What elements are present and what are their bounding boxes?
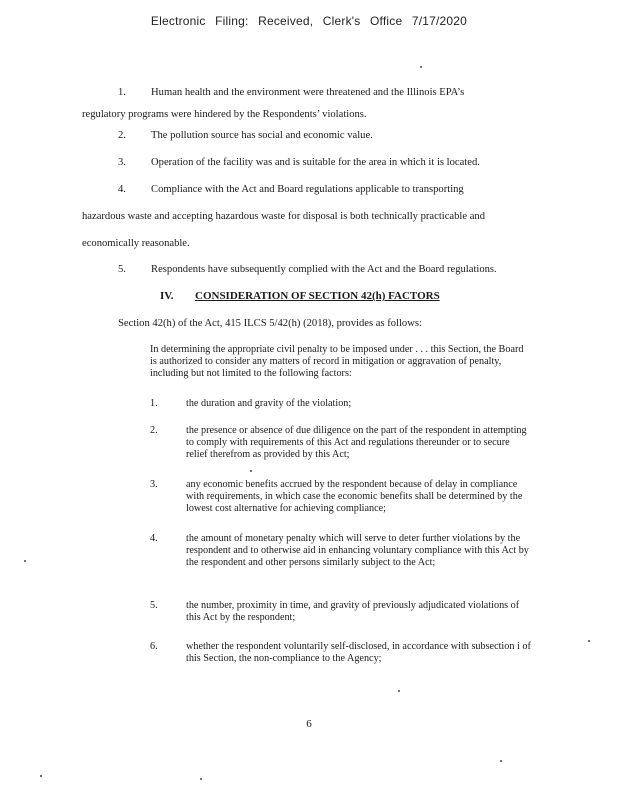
scan-speck — [588, 640, 590, 642]
finding-line: Respondents have subsequently complied with the Act and the Board regulations. — [151, 264, 497, 275]
section-number: IV. — [160, 290, 174, 302]
finding-line: Human health and the environment were threatened and the Illinois EPA’s — [151, 87, 465, 98]
factor-number: 5. — [150, 600, 158, 611]
finding-line: hazardous waste and accepting hazardous waste for disposal is both technically practicable and — [82, 211, 485, 222]
finding-line: The pollution source has social and economic value. — [151, 130, 373, 141]
factor-number: 6. — [150, 641, 158, 652]
factor-number: 4. — [150, 533, 158, 544]
scan-speck — [250, 470, 252, 472]
factor-text: the amount of monetary penalty which will serve to deter further violations by the respondent and to otherwise aid in enhancing voluntary compliance with this Act by the respondent and other persons similarly subject to the Act; — [186, 533, 529, 568]
factor-text: the number, proximity in time, and gravity of previously adjudicated violations of this Act by the respondent; — [186, 600, 520, 623]
finding-line: Compliance with the Act and Board regulations applicable to transporting — [151, 184, 464, 195]
factor-number: 1. — [150, 398, 158, 409]
section-title: CONSIDERATION OF SECTION 42(h) FACTORS — [195, 290, 440, 302]
finding-line: Operation of the facility was and is suitable for the area in which it is located. — [151, 157, 480, 168]
factor-text: the duration and gravity of the violation; — [186, 398, 352, 409]
scan-speck — [398, 690, 400, 692]
finding-line: economically reasonable. — [82, 238, 190, 249]
factor-text: any economic benefits accrued by the respondent because of delay in compliance with requirements, in which case the economic benefits shall be determined by the lowest cost alternative for achieving compliance; — [186, 479, 523, 514]
section-heading — [160, 290, 440, 302]
finding-number: 4. — [118, 184, 126, 195]
page-number: 6 — [306, 718, 312, 730]
finding-number: 3. — [118, 157, 126, 168]
factor-text: the presence or absence of due diligence on the part of the respondent in attempting to comply with requirements of this Act and regulations thereunder or to secure relief therefrom as provided by this Act; — [186, 425, 527, 460]
section-intro: Section 42(h) of the Act, 415 ILCS 5/42(h) (2018), provides as follows: — [118, 318, 422, 329]
factor-number: 3. — [150, 479, 158, 490]
factor-number: 2. — [150, 425, 158, 436]
statute-quote: In determining the appropriate civil penalty to be imposed under . . . this Section, the Board is authorized to consider any matters of record in mitigation or aggravation of penalty, including but not limited to the following factors: — [150, 344, 524, 379]
finding-number: 1. — [118, 87, 126, 98]
factor-text: whether the respondent voluntarily self-disclosed, in accordance with subsection i of this Section, the non-compliance to the Agency; — [186, 641, 531, 664]
filing-stamp-header: Electronic Filing: Received, Clerk's Office 7/17/2020 — [150, 14, 468, 28]
finding-line: regulatory programs were hindered by the Respondents’ violations. — [82, 109, 367, 120]
scan-speck — [40, 775, 42, 777]
scan-speck — [200, 778, 202, 780]
finding-number: 2. — [118, 130, 126, 141]
scan-speck — [420, 66, 422, 68]
scan-speck — [500, 760, 502, 762]
scan-speck — [24, 560, 26, 562]
finding-number: 5. — [118, 264, 126, 275]
